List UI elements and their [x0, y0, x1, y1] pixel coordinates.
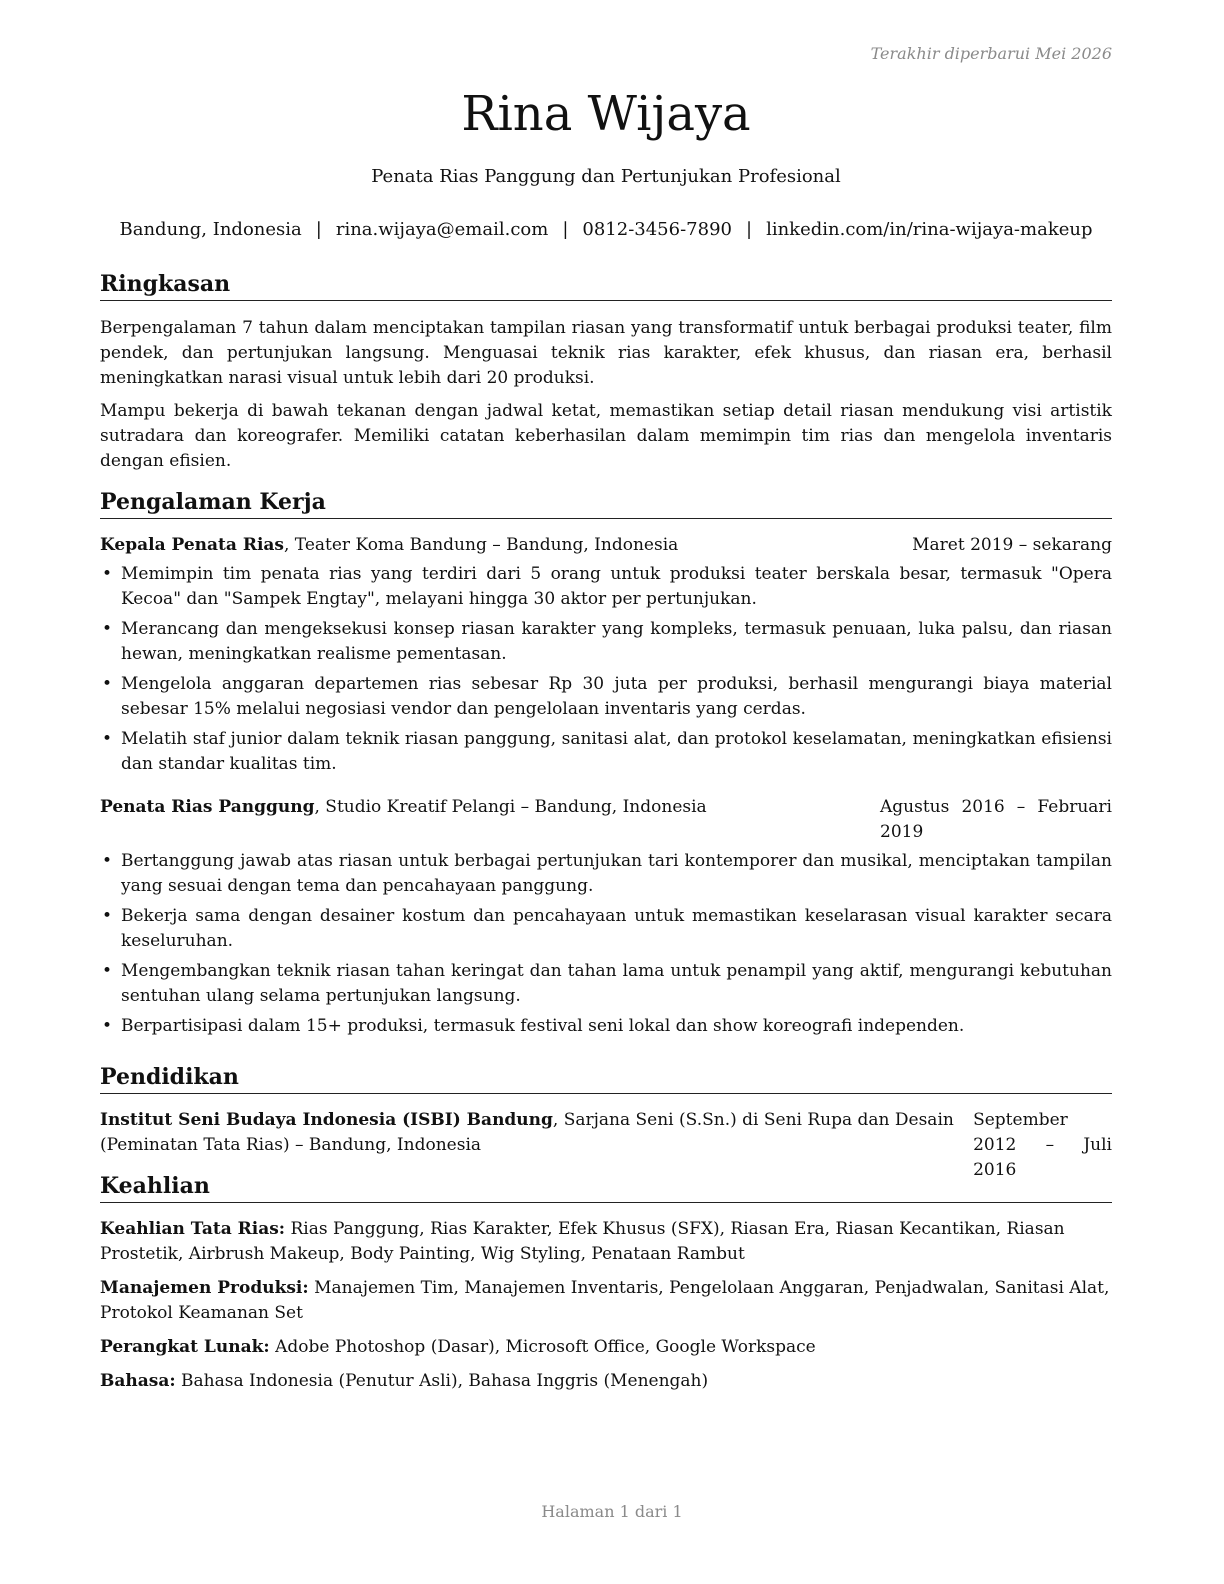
summary-heading: Ringkasan [100, 271, 1112, 301]
job-bullet: • Mengembangkan teknik riasan tahan keringat dan tahan lama untuk penampil yang aktif, mengurangi kebutuhan sentuhan ulang selama pertunjukan langsung. [100, 959, 1112, 1009]
contact-phone: 0812-3456-7890 [582, 219, 732, 240]
job-bullets [100, 562, 1112, 777]
education-institution: Institut Seni Budaya Indonesia (ISBI) Bandung [100, 1109, 553, 1130]
skill-row [100, 1276, 1112, 1326]
job-organization: , Studio Kreatif Pelangi – Bandung, Indonesia [314, 796, 707, 817]
experience-section [100, 489, 1112, 1044]
summary-paragraph: Berpengalaman 7 tahun dalam menciptakan tampilan riasan yang transformatif untuk berbagai produksi teater, film pendek, dan pertunjukan langsung. Menguasai teknik rias karakter, efek khusus, dan riasan era, berhasil meningkatkan narasi visual untuk lebih dari 20 produksi. [100, 317, 1112, 388]
education-detail: , Sarjana Seni (S.Sn.) di Seni Rupa dan Desain (Peminatan Tata Rias) – Bandung, Indonesia [100, 1109, 954, 1155]
contact-email[interactable]: rina.wijaya@email.com [335, 219, 549, 240]
job-header [100, 533, 1112, 558]
job-bullets [100, 849, 1112, 1039]
last-updated-note: Terakhir diperbarui Mei 2026 [870, 44, 1112, 63]
contact-location: Bandung, Indonesia [119, 219, 302, 240]
job-entry [100, 795, 1112, 1039]
contact-line [100, 219, 1112, 240]
skill-label: Keahlian Tata Rias: [100, 1218, 286, 1239]
job-bullet: • Berpartisipasi dalam 15+ produksi, termasuk festival seni lokal dan show koreografi independen. [100, 1014, 1112, 1039]
contact-separator: | [315, 219, 322, 240]
job-bullet: • Memimpin tim penata rias yang terdiri dari 5 orang untuk produksi teater berskala besar, termasuk "Opera Kecoa" dan "Sampek Engtay", melayani hingga 30 aktor per pertunjukan. [100, 562, 1112, 612]
resume-name: Rina Wijaya [461, 86, 751, 142]
skill-label: Manajemen Produksi: [100, 1277, 309, 1298]
education-entry [100, 1108, 1112, 1183]
contact-separator: | [562, 219, 569, 240]
job-dates: Maret 2019 – sekarang [912, 534, 1112, 555]
education-dates: September 2012 – Juli 2016 [973, 1109, 1112, 1180]
skills-section [100, 1173, 1112, 1403]
job-entry [100, 533, 1112, 777]
skill-row [100, 1369, 1112, 1394]
job-organization: , Teater Koma Bandung – Bandung, Indonesia [284, 534, 679, 555]
skill-value: Bahasa Indonesia (Penutur Asli), Bahasa Inggris (Menengah) [175, 1370, 709, 1391]
job-header [100, 795, 1112, 845]
education-heading: Pendidikan [100, 1064, 1112, 1094]
job-bullet: • Merancang dan mengeksekusi konsep riasan karakter yang kompleks, termasuk penuaan, luka palsu, dan riasan hewan, meningkatkan realisme pementasan. [100, 617, 1112, 667]
contact-separator: | [745, 219, 753, 240]
summary-section [100, 271, 1112, 474]
skill-value: Rias Panggung, Rias Karakter, Efek Khusus (SFX), Riasan Era, Riasan Kecantikan, Riasan Prostetik, Airbrush Makeup, Body Painting, Wig Styling, Penataan Rambut [100, 1218, 1065, 1264]
job-title: Penata Rias Panggung [100, 796, 315, 817]
skill-row [100, 1217, 1112, 1267]
job-title: Kepala Penata Rias [100, 534, 284, 555]
skill-label: Bahasa: [100, 1370, 176, 1391]
education-section [100, 1064, 1112, 1183]
resume-subtitle: Penata Rias Panggung dan Pertunjukan Profesional [371, 166, 841, 187]
experience-heading: Pengalaman Kerja [100, 489, 1112, 519]
contact-linkedin[interactable]: linkedin.com/in/rina-wijaya-makeup [766, 219, 1093, 240]
summary-paragraph: Mampu bekerja di bawah tekanan dengan jadwal ketat, memastikan setiap detail riasan mendukung visi artistik sutradara dan koreografer. Memiliki catatan keberhasilan dalam memimpin tim rias dan mengelola inventaris dengan efisien. [100, 400, 1112, 471]
skills-heading: Keahlian [100, 1173, 1112, 1203]
skill-value: Adobe Photoshop (Dasar), Microsoft Office, Google Workspace [269, 1336, 816, 1357]
job-bullet: • Melatih staf junior dalam teknik riasan panggung, sanitasi alat, dan protokol keselamatan, meningkatkan efisiensi dan standar kualitas tim. [100, 727, 1112, 777]
skill-row [100, 1335, 1112, 1360]
job-dates: Agustus 2016 – Februari 2019 [880, 796, 1112, 842]
job-bullet: • Bertanggung jawab atas riasan untuk berbagai pertunjukan tari kontemporer dan musikal, menciptakan tampilan yang sesuai dengan tema dan pencahayaan panggung. [100, 849, 1112, 899]
job-bullet: • Bekerja sama dengan desainer kostum dan pencahayaan untuk memastikan keselarasan visual karakter secara keseluruhan. [100, 904, 1112, 954]
skill-label: Perangkat Lunak: [100, 1336, 270, 1357]
page-footer: Halaman 1 dari 1 [541, 1502, 683, 1521]
job-bullet: • Mengelola anggaran departemen rias sebesar Rp 30 juta per produksi, berhasil mengurangi biaya material sebesar 15% melalui negosiasi vendor dan pengelolaan inventaris yang cerdas. [100, 672, 1112, 722]
skill-value: Manajemen Tim, Manajemen Inventaris, Pengelolaan Anggaran, Penjadwalan, Sanitasi Alat, Protokol Keamanan Set [100, 1277, 1110, 1323]
